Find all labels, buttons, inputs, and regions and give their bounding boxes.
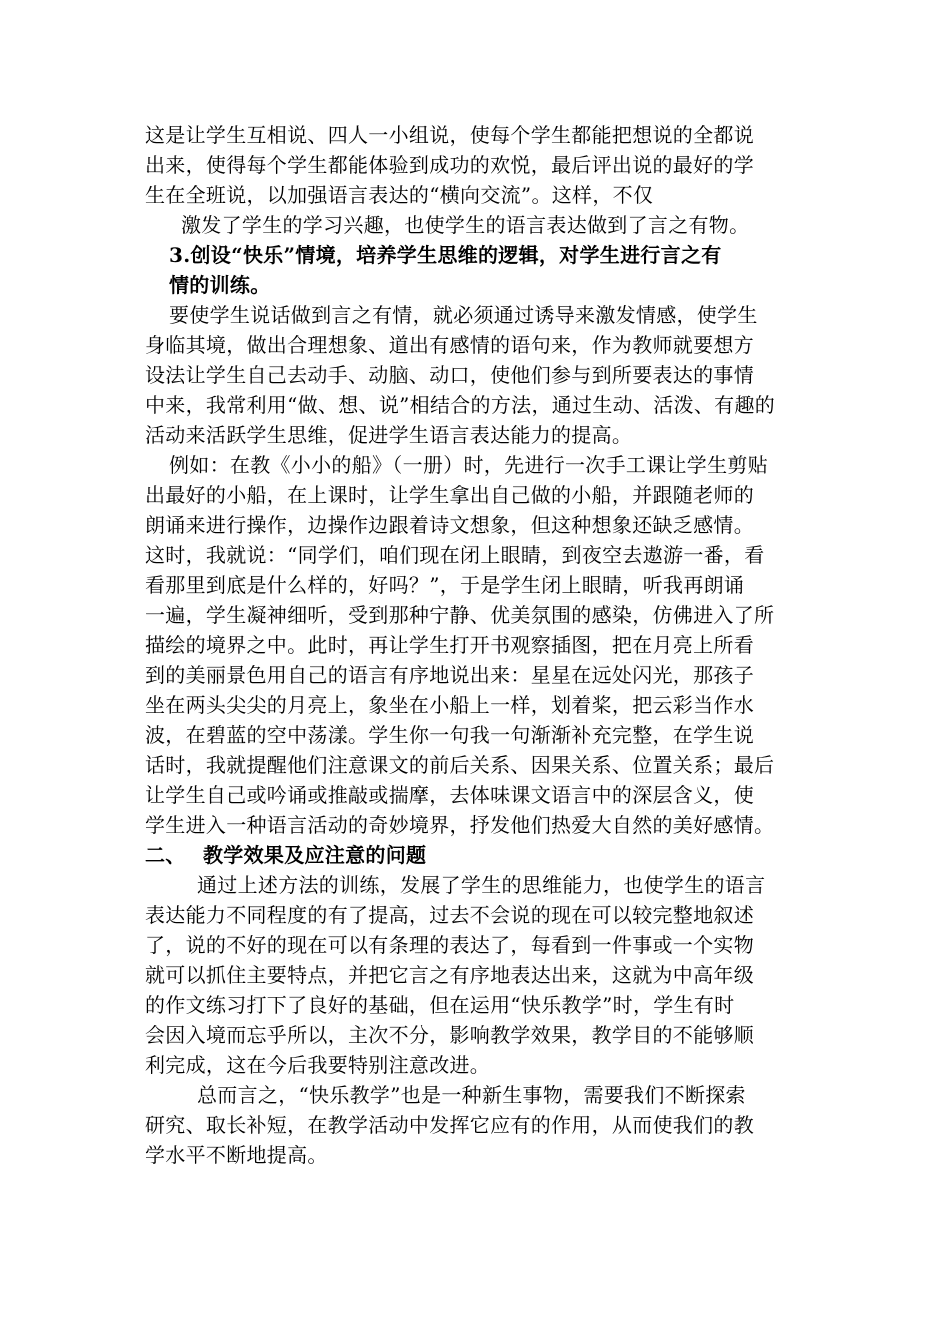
text-line: 话时，我就提醒他们注意课文的前后关系、因果关系、位置关系；最后 [145, 753, 775, 777]
text-line: 就可以抓住主要特点，并把它言之有序地表达出来，这就为中高年级 [145, 963, 754, 987]
section-title: 教学效果及应注意的问题 [203, 843, 427, 867]
text-line: 出最好的小船，在上课时，让学生拿出自己做的小船，并跟随老师的 [145, 483, 754, 507]
text-line: 要使学生说话做到言之有情，就必须通过诱导来激发情感，使学生 [169, 303, 758, 327]
text-line: 设法让学生自己去动手、动脑、动口，使他们参与到所要表达的事情 [145, 363, 754, 387]
text-line: 总而言之，“快乐教学”也是一种新生事物，需要我们不断探索 [197, 1083, 746, 1107]
text-line: 波，在碧蓝的空中荡漾。学生你一句我一句渐渐补充完整，在学生说 [145, 723, 754, 747]
text-line: 会因入境而忘乎所以，主次不分，影响教学效果，教学目的不能够顺 [145, 1023, 754, 1047]
text-line: 让学生自己或吟诵或推敲或揣摩，去体味课文语言中的深层含义，使 [145, 783, 754, 807]
paragraph-emotion-training [145, 300, 805, 450]
text-line: 这是让学生互相说、四人一小组说，使每个学生都能把想说的全都说 [145, 123, 754, 147]
text-line: 到的美丽景色用自己的语言有序地说出来：星星在远处闪光，那孩子 [145, 663, 754, 687]
text-line: 学生进入一种语言活动的奇妙境界，抒发他们热爱大自然的美好感情。 [145, 813, 775, 837]
text-line: 研究、取长补短，在教学活动中发挥它应有的作用，从而使我们的教 [145, 1113, 754, 1137]
text-line: 了，说的不好的现在可以有条理的表达了，每看到一件事或一个实物 [145, 933, 754, 957]
text-line: 看那里到底是什么样的，好吗？”，于是学生闭上眼睛，听我再朗诵 [145, 573, 745, 597]
subheading-line: 3.创设“快乐”情境，培养学生思维的逻辑，对学生进行言之有 [169, 243, 722, 267]
text-line: 一遍，学生凝神细听，受到那种宁静、优美氛围的感染，仿佛进入了所 [145, 603, 775, 627]
section-heading-2 [145, 840, 805, 870]
subheading-line: 情的训练。 [169, 273, 271, 297]
text-line: 生在全班说，以加强语言表达的“横向交流”。这样，不仅 [145, 183, 654, 207]
text-line: 这时，我就说：“同学们，咱们现在闭上眼睛，到夜空去遨游一番，看 [145, 543, 765, 567]
text-line: 通过上述方法的训练，发展了学生的思维能力，也使学生的语言 [197, 873, 766, 897]
paragraph-conclusion [145, 1080, 805, 1170]
text-line: 激发了学生的学习兴趣，也使学生的语言表达做到了言之有物。 [181, 213, 750, 237]
paragraph-example-boat [145, 450, 805, 840]
text-line: 身临其境，做出合理想象、道出有感情的语句来，作为教师就要想方 [145, 333, 754, 357]
text-line: 活动来活跃学生思维，促进学生语言表达能力的提高。 [145, 423, 633, 447]
paragraph-teaching-effect [145, 870, 805, 1080]
subheading-3 [145, 240, 805, 300]
section-number: 二、 [145, 843, 186, 867]
text-line: 中来，我常利用“做、想、说”相结合的方法，通过生动、活泼、有趣的 [145, 393, 776, 417]
text-line: 朗诵来进行操作，边操作边跟着诗文想象，但这种想象还缺乏感情。 [145, 513, 754, 537]
text-line: 出来，使得每个学生都能体验到成功的欢悦，最后评出说的最好的学 [145, 153, 754, 177]
text-line: 例如：在教《小小的船》（一册）时，先进行一次手工课让学生剪贴 [169, 453, 768, 477]
text-line: 利完成，这在今后我要特别注意改进。 [145, 1053, 491, 1077]
text-line: 学水平不断地提高。 [145, 1143, 328, 1167]
text-line: 表达能力不同程度的有了提高，过去不会说的现在可以较完整地叙述 [145, 903, 754, 927]
text-line: 的作文练习打下了良好的基础，但在运用“快乐教学”时，学生有时 [145, 993, 735, 1017]
text-line: 坐在两头尖尖的月亮上，象坐在小船上一样，划着桨，把云彩当作水 [145, 693, 754, 717]
paragraph-group-work [145, 120, 805, 240]
text-line: 描绘的境界之中。此时，再让学生打开书观察插图，把在月亮上所看 [145, 633, 754, 657]
document-page [145, 120, 805, 1170]
